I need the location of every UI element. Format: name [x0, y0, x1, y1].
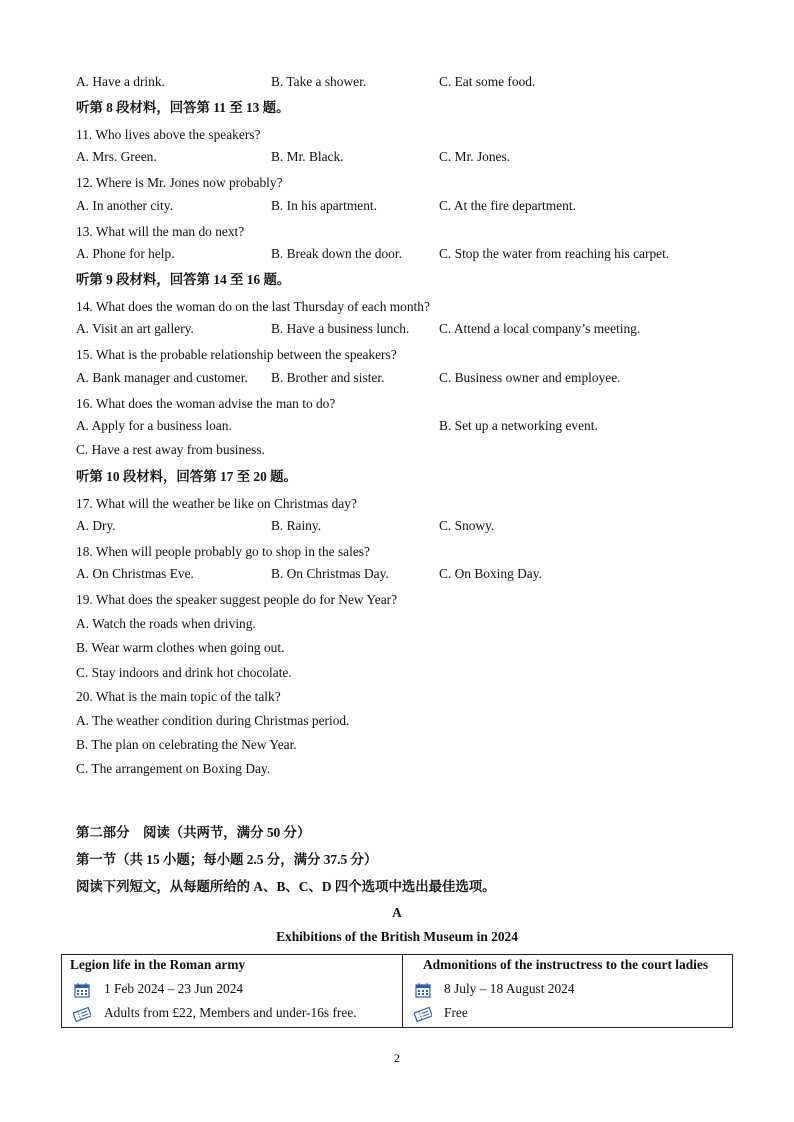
q20-option-b: B. The plan on celebrating the New Year. — [76, 737, 297, 752]
q19-stem: 19. What does the speaker suggest people do for New Year? — [76, 592, 398, 607]
exhibition-2-title: Admonitions of the instructress to the court ladies — [423, 957, 709, 972]
q20-stem: 20. What is the main topic of the talk? — [76, 689, 281, 704]
q18-option-c: C. On Boxing Day. — [439, 566, 542, 581]
q16-stem: 16. What does the woman advise the man to do? — [76, 396, 336, 411]
calendar-icon — [415, 982, 431, 998]
q14-option-c: C. Attend a local company’s meeting. — [439, 321, 641, 336]
q15-option-a: A. Bank manager and customer. — [76, 370, 248, 385]
q13-stem: 13. What will the man do next? — [76, 224, 245, 239]
q11-option-b: B. Mr. Black. — [271, 149, 344, 164]
q19-option-c: C. Stay indoors and drink hot chocolate. — [76, 665, 292, 680]
q10-option-a: A. Have a drink. — [76, 74, 165, 89]
q14-option-a: A. Visit an art gallery. — [76, 321, 194, 336]
q11-option-a: A. Mrs. Green. — [76, 149, 157, 164]
passage-title: Exhibitions of the British Museum in 2024 — [276, 929, 518, 944]
ticket-icon — [414, 1006, 432, 1022]
exhibition-cell-2 — [403, 955, 733, 1028]
q18-option-b: B. On Christmas Day. — [271, 566, 389, 581]
q10-option-c: C. Eat some food. — [439, 74, 536, 89]
section-8-heading: 听第 8 段材料，回答第 11 至 13 题。 — [76, 100, 290, 115]
q13-option-a: A. Phone for help. — [76, 246, 175, 261]
q15-option-b: B. Brother and sister. — [271, 370, 385, 385]
exhibition-1-price: Adults from £22, Members and under-16s free. — [104, 1005, 357, 1020]
q16-option-b: B. Set up a networking event. — [439, 418, 598, 433]
q13-option-b: B. Break down the door. — [271, 246, 402, 261]
exhibition-1-title: Legion life in the Roman army — [70, 957, 246, 972]
exhibition-2-price: Free — [444, 1005, 468, 1020]
part2-title: 第二部分 阅读（共两节，满分 50 分） — [76, 825, 311, 840]
q14-option-b: B. Have a business lunch. — [271, 321, 410, 336]
q19-option-a: A. Watch the roads when driving. — [76, 616, 256, 631]
part2-instructions: 阅读下列短文，从每题所给的 A、B、C、D 四个选项中选出最佳选项。 — [76, 879, 496, 894]
q12-option-c: C. At the fire department. — [439, 198, 576, 213]
q20-option-a: A. The weather condition during Christmas period. — [76, 713, 350, 728]
q12-option-b: B. In his apartment. — [271, 198, 377, 213]
ticket-icon — [73, 1006, 91, 1022]
q17-option-a: A. Dry. — [76, 518, 116, 533]
section-10-heading: 听第 10 段材料，回答第 17 至 20 题。 — [76, 469, 297, 484]
q16-option-c: C. Have a rest away from business. — [76, 442, 265, 457]
q12-option-a: A. In another city. — [76, 198, 173, 213]
q18-option-a: A. On Christmas Eve. — [76, 566, 194, 581]
q12-stem: 12. Where is Mr. Jones now probably? — [76, 175, 283, 190]
part2-subtitle: 第一节（共 15 小题；每小题 2.5 分，满分 37.5 分） — [76, 852, 378, 867]
passage-letter: A — [392, 905, 402, 920]
calendar-icon — [74, 982, 90, 998]
exhibition-2-dates: 8 July – 18 August 2024 — [444, 981, 575, 996]
q17-stem: 17. What will the weather be like on Christmas day? — [76, 496, 357, 511]
q11-option-c: C. Mr. Jones. — [439, 149, 511, 164]
section-9-heading: 听第 9 段材料，回答第 14 至 16 题。 — [76, 272, 291, 287]
q14-stem: 14. What does the woman do on the last Thursday of each month? — [76, 299, 430, 314]
exhibition-1-dates: 1 Feb 2024 – 23 Jun 2024 — [104, 981, 244, 996]
q17-option-b: B. Rainy. — [271, 518, 322, 533]
q15-stem: 15. What is the probable relationship between the speakers? — [76, 347, 397, 362]
q11-stem: 11. Who lives above the speakers? — [76, 127, 261, 142]
q10-option-b: B. Take a shower. — [271, 74, 367, 89]
q18-stem: 18. When will people probably go to shop in the sales? — [76, 544, 370, 559]
q17-option-c: C. Snowy. — [439, 518, 495, 533]
page-number: 2 — [394, 1051, 400, 1065]
exhibition-cell-1 — [62, 955, 403, 1028]
q20-option-c: C. The arrangement on Boxing Day. — [76, 761, 271, 776]
q15-option-c: C. Business owner and employee. — [439, 370, 621, 385]
exhibitions-table — [61, 954, 733, 1028]
q19-option-b: B. Wear warm clothes when going out. — [76, 640, 285, 655]
q16-option-a: A. Apply for a business loan. — [76, 418, 232, 433]
q13-option-c: C. Stop the water from reaching his carpet. — [439, 246, 670, 261]
